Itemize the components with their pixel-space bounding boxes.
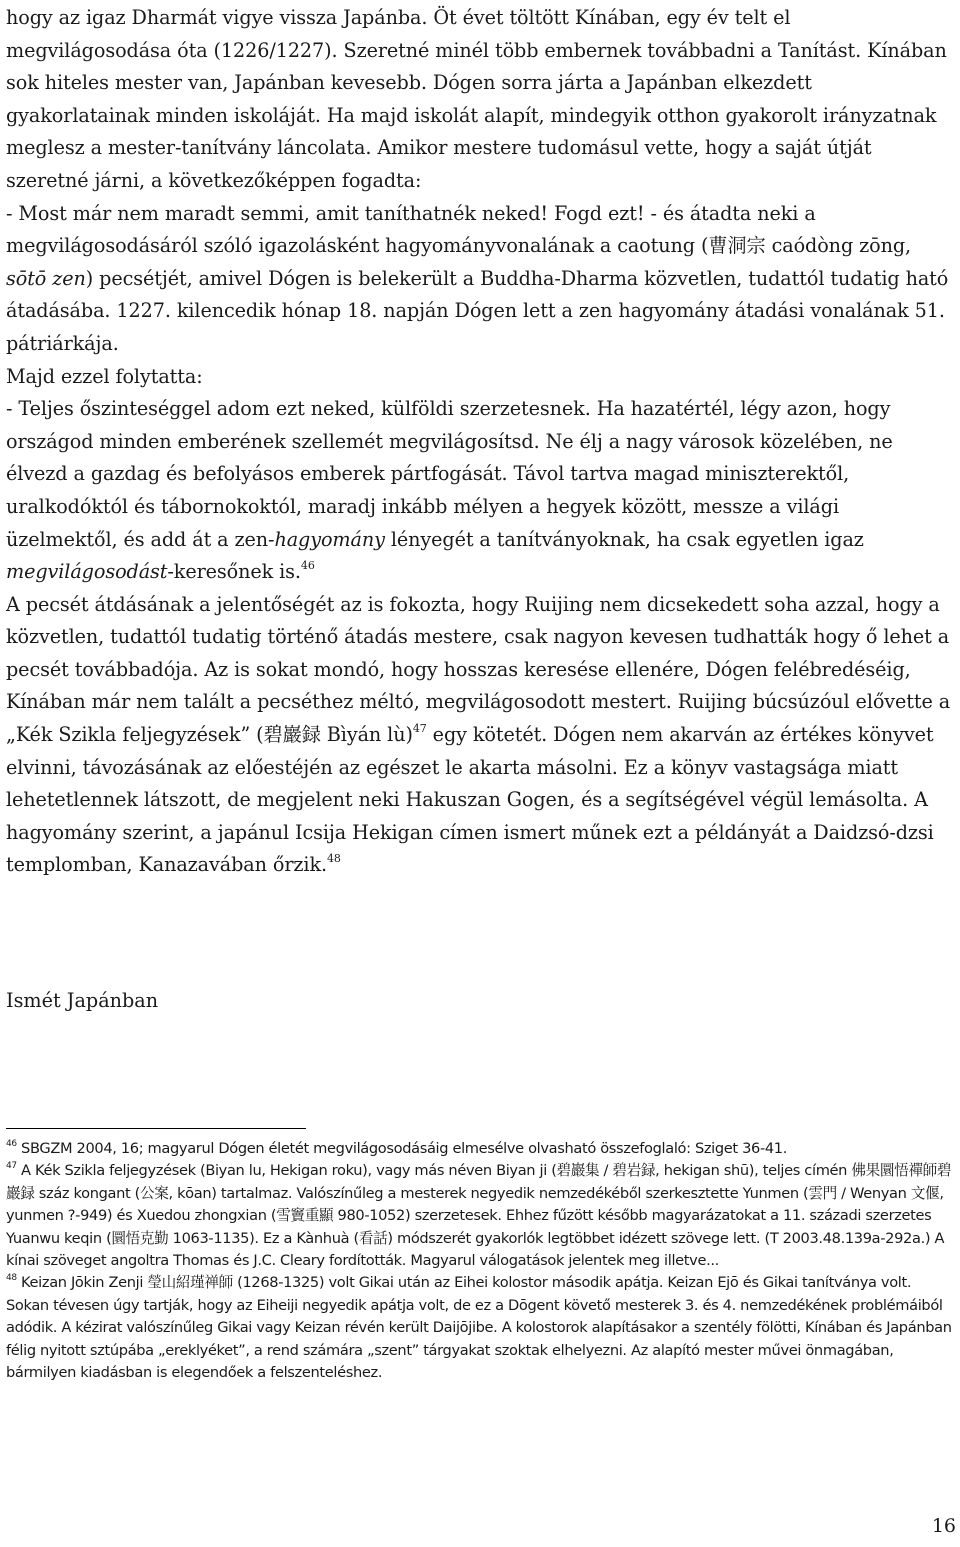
- footnote-48: [6, 1272, 956, 1384]
- footnote-text: Keizan Jōkin Zenji 瑩山紹瑾禅師 (1268-1325) volt Gikai után az Eihei kolostor második apátja. Keizan Ejō és Gikai tanítványa volt. Sokan tévesen úgy tartják, hogy az Eiheiji negyedik apátja volt, de ez a Dōgent követő mesterek 3. és 4. nemzedékének problémáiból adódik. A kézirat valószínűleg Gikai vagy Keizan révén került Daijōjibe. A kolostorok alapításakor a szentély fölötti, Kínában és Japánban félig nyitott sztúpába „ereklyéket”, a rend számára „szent” tárgyakat szoktak elhelyezni. Az alapító mester művei önmagában, bármilyen kiadásban is elegendőek a felszenteléshez.: [6, 1274, 952, 1382]
- paragraph-text: - Teljes őszinteséggel adom ezt neked, külföldi szerzetesnek. Ha hazatértél, légy azon, hogy országod minden emberének szellemét megvilágosítsd. Ne élj a nagy városok közelében, ne élvezd a gazdag és befolyásos emberek pártfogását. Távol tartva magad miniszterektől, uralkodóktól és tábornokoktól, maradj inkább mélyen a hegyek között, messze a világi üzelmektől, és add át a zen-: [6, 397, 893, 551]
- footnote-text: A Kék Szikla feljegyzések (Biyan lu, Hekigan roku), vagy más néven Biyan ji (碧巖集 / 碧岩録, hekigan shū), teljes címén 佛果圜悟禪師碧巖録 száz kongant (公案, kōan) tartalmaz. Valószínűleg a mesterek negyedik nemzedékéből szerkesztette Yunmen (雲門 / Wenyan 文偃, yunmen ?-949) és Xuedou zhongxian (雪竇重顯 980-1052) szerzetesek. Ehhez fűzött később magyarázatokat a 11. századi szerzetes Yuanwu keqin (圜悟克勤 1063-1135). Ez a Kànhuà (看話) módszerét gyakorlók legtöbbet idézett szövege lett. (T 2003.48.139a-292a.) A kínai szöveget angoltra Thomas és J.C. Cleary fordították. Magyarul válogatások jelentek meg illetve...: [6, 1162, 952, 1270]
- footnote-ref[interactable]: 47: [412, 722, 427, 736]
- footnotes: [6, 1138, 956, 1384]
- footnote-separator: [6, 1128, 306, 1129]
- paragraph-text: Bìyán lù): [320, 723, 413, 747]
- paragraph-text: -keresőnek is.: [167, 560, 301, 584]
- italic-term: sōtō zen: [6, 266, 86, 290]
- paragraph: [6, 361, 956, 394]
- paragraph-text: - Most már nem maradt semmi, amit taníthatnék neked! Fogd ezt! - és átadta neki a megvilágosodásáról szóló igazolásként hagyományvonalának a caotung (: [6, 201, 816, 258]
- footnote-number: 47: [6, 1161, 17, 1172]
- footnote-number: 46: [6, 1139, 17, 1149]
- footnote-text: SBGZM 2004, 16; magyarul Dógen életét megvilágosodásáig elmesélve olvasható összefoglaló: Sziget 36-41.: [16, 1140, 788, 1157]
- cjk-term: 碧巖録: [263, 723, 321, 747]
- paragraph: [6, 393, 956, 589]
- footnote-47: [6, 1160, 956, 1272]
- cjk-term: 曹洞宗: [708, 234, 766, 258]
- paragraph-text: A pecsét átdásának a jelentőségét az is fokozta, hogy Ruijing nem dicsekedett soha azzal, hogy a közvetlen, tudattól tudatig történő átadás mestere, csak nagyon kevesen tudhatták hogy ő lehet a pecsét továbbadója. Az is sokat mondó, hogy hosszas keresése ellenére, Dógen felébredéséig, Kínában már nem talált a pecséthez méltó, megvilágosodott mestert. Ruijing búcsúzóul elővette a „Kék Szikla feljegyzések” (: [6, 592, 951, 747]
- page-number: 16: [931, 1515, 956, 1537]
- paragraph: [6, 2, 956, 198]
- footnote-number: 48: [6, 1273, 17, 1284]
- paragraph-text: caódòng zōng,: [765, 234, 912, 258]
- section-heading: Ismét Japánban: [6, 989, 159, 1012]
- body-text: [6, 2, 956, 882]
- paragraph-text: Majd ezzel folytatta:: [6, 364, 203, 388]
- footnote-46: [6, 1138, 956, 1160]
- italic-term: megvilágosodást: [6, 560, 168, 584]
- italic-term: hagyomány: [274, 527, 385, 551]
- footnote-ref[interactable]: 46: [300, 559, 315, 573]
- paragraph-text: egy kötetét. Dógen nem akarván az értékes könyvet elvinni, távozásának az előestéjén az egészet le akarta másolni. Ez a könyv vastagsága miatt lehetetlennek látszott, de megjelent neki Hakuszan Gogen, és a segítségével végül lemásolta. A hagyomány szerint, a japánul Icsija Hekigan címen ismert műnek ezt a példányát a Daidzsó-dzsi templomban, Kanazavában őrzik.: [6, 723, 934, 877]
- footnote-ref[interactable]: 48: [326, 852, 341, 866]
- paragraph-text: lényegét a tanítványoknak, ha csak egyetlen igaz: [384, 527, 864, 551]
- paragraph: [6, 589, 956, 882]
- paragraph: [6, 198, 956, 361]
- paragraph-text: ) pecsétjét, amivel Dógen is belekerült a Buddha-Dharma közvetlen, tudattól tudatig ható átadásába. 1227. kilencedik hónap 18. napján Dógen lett a zen hagyomány átadási vonalának 51. pátriárkája.: [6, 266, 949, 355]
- paragraph-text: hogy az igaz Dharmát vigye vissza Japánba. Öt évet töltött Kínában, egy év telt el megvilágosodása óta (1226/1227). Szeretné minél több embernek továbbadni a Tanítást. Kínában sok hiteles mester van, Japánban kevesebb. Dógen sorra járta a Japánban elkezdett gyakorlatainak minden iskoláját. Ha majd iskolát alapít, mindegyik otthon gyakorolt irányzatnak meglesz a mester-tanítvány láncolata. Amikor mestere tudomásul vette, hogy a saját útját szeretné járni, a következőképpen fogadta:: [6, 6, 947, 192]
